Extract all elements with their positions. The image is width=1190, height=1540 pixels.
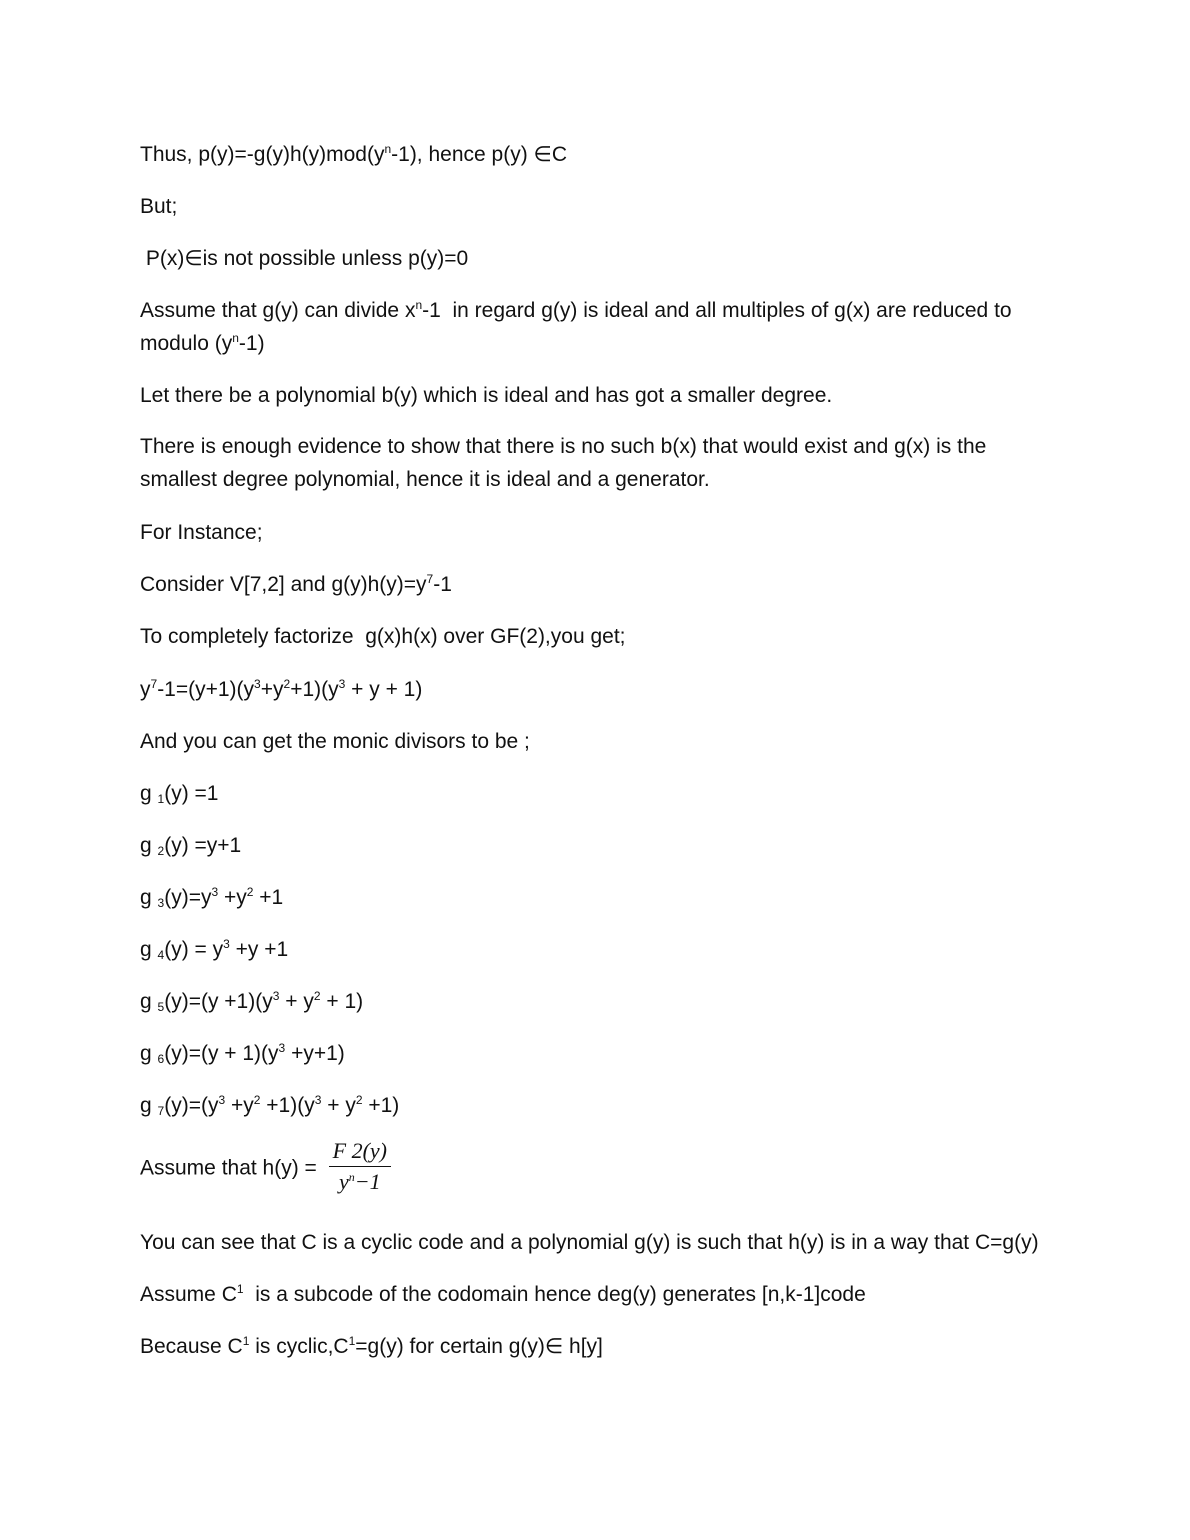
divisor-g5: g $_5(y)=(y +1)(y^3 + y^2 + 1)$ (140, 989, 364, 1014)
paragraph-for-instance: For Instance; (140, 521, 263, 544)
paragraph-but: But; (140, 195, 178, 218)
paragraph-let-there-be: Let there be a polynomial b(y) which is ideal and has got a smaller degree. (140, 384, 833, 407)
paragraph-monic-divisors: And you can get the monic divisors to be ; (140, 730, 530, 753)
divisor-g3: g $_3(y)=y^3 +y^2 +1$ (140, 885, 284, 910)
fraction-denominator: $y^n-1$ (339, 1169, 381, 1194)
paragraph-factorize: To completely factorize g(x)h(x) over GF(2),you get; (140, 625, 626, 648)
paragraph-px-not-possible: P(x)∈is not possible unless p(y)=0 (140, 247, 469, 270)
fraction-numerator: F 2(y) (329, 1138, 391, 1167)
equation-factorization: $y^7-1=(y+1)(y^3+y^2+1)(y^3 + y + 1)$ (140, 677, 423, 701)
paragraph-thus: Thus, $p(y)=-g(y)h(y)mod(y^n-1)$, hence p(y) ∈C (140, 142, 567, 166)
divisor-g6: g $_6(y)=(y + 1)(y^3 +y+1)$ (140, 1041, 345, 1066)
paragraph-consider: Consider V[7,2] and $g(y)h(y)=y^7-1$ (140, 572, 452, 596)
divisor-g2: g $_2$(y) =y+1 (140, 834, 242, 858)
divisor-g4: g $_4(y) = y^3 +y +1$ (140, 937, 289, 962)
fraction-h-of-y (329, 1138, 391, 1195)
equation-assume-h: Assume that h(y) = $\frac{F 2(y)}{y^n-1}$ (140, 1140, 391, 1197)
divisor-g7: g $_7(y)=(y^3 +y^2 +1)(y^3 + y^2 +1)$ (140, 1093, 400, 1118)
paragraph-enough-evidence: There is enough evidence to show that there is no such b(x) that would exist and g(x) is the smallest degree polynomial, hence it is ideal and a generator. (140, 435, 987, 491)
paragraph-because-cyclic: Because $C^1$ is $cyclic,C^1=g(y)$ for certain g(y)∈ h[y] (140, 1334, 603, 1358)
paragraph-assume-divide: Assume that g(y) can divide $x^n-1$ in regard g(y) is ideal and all multiples of g(x) are reduced to modulo $(y^n-1)$ (140, 298, 1018, 355)
paragraph-cyclic-code: You can see that C is a cyclic code and a polynomial g(y) is such that h(y) is in a way that C=g(y) (140, 1231, 1039, 1254)
divisor-g1: g $_1$(y) =1 (140, 782, 219, 806)
paragraph-subcode: Assume $C^1$ is a subcode of the codomain hence deg(y) generates [n,k-1]code (140, 1282, 866, 1306)
